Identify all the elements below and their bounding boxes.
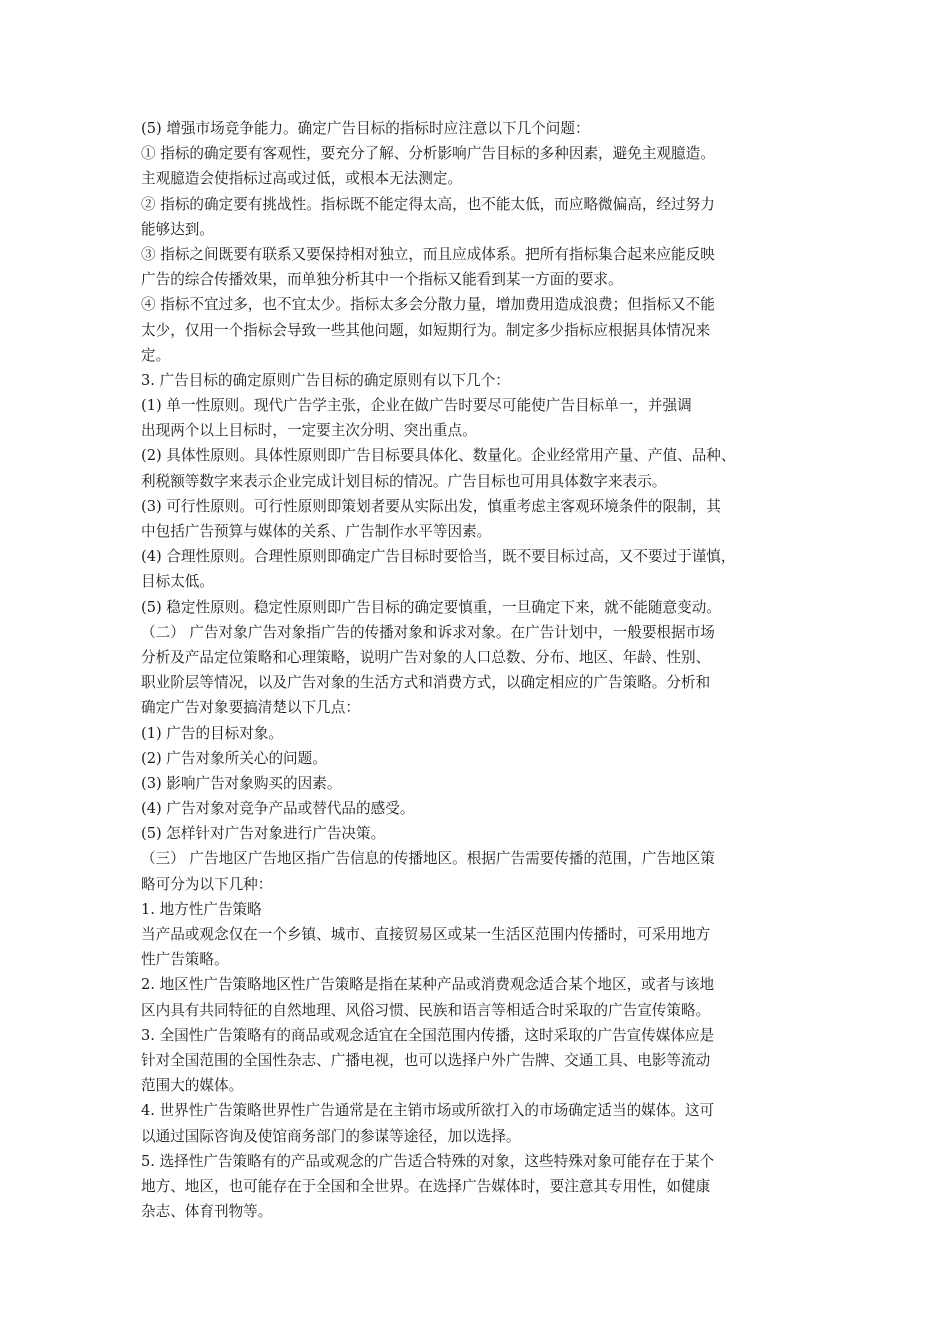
paragraph [141,922,831,972]
paragraph [141,368,831,393]
text-line: 性广告策略。 [141,951,229,969]
text-line: 利税额等数字来表示企业完成计划目标的情况。广告目标也可用具体数字来表示。 [141,472,667,490]
paragraph [141,620,831,721]
paragraph [141,846,831,896]
paragraph [141,292,831,368]
text-line: (5) 增强市场竞争能力。确定广告目标的指标时应注意以下几个问题： [141,120,590,137]
text-line: (3) 影响广告对象购买的因素。 [141,774,342,792]
text-line: 目标太低。 [141,573,214,591]
paragraph [141,821,831,846]
paragraph [141,721,831,746]
text-line: ④ 指标不宜过多，也不宜太少。指标太多会分散力量，增加费用造成浪费；但指标又不能 [141,296,715,314]
text-line: 定。 [141,346,171,364]
text-line: (2) 广告对象所关心的问题。 [141,749,327,767]
text-line: 能够达到。 [141,220,214,238]
paragraph [141,192,831,242]
paragraph [141,972,831,1022]
text-line: 当产品或观念仅在一个乡镇、城市、直接贸易区或某一生活区范围内传播时，可采用地方 [141,926,711,943]
text-line: 区内具有共同特征的自然地理、风俗习惯、民族和语言等相适合时采取的广告宣传策略。 [141,1001,711,1019]
text-line: 分析及产品定位策略和心理策略，说明广告对象的人口总数、分布、地区、年龄、性别、 [141,648,711,666]
paragraph [141,595,831,620]
document-body [141,116,831,1224]
paragraph [141,771,831,796]
text-line: (5) 稳定性原则。稳定性原则即广告目标的确定要慎重，一旦确定下来，就不能随意变动。 [141,598,721,616]
text-line: （二） 广告对象广告对象指广告的传播对象和诉求对象。在广告计划中，一般要根据市场 [141,623,715,641]
text-line: ② 指标的确定要有挑战性。指标既不能定得太高，也不能太低，而应略微偏高，经过努力 [141,195,715,213]
paragraph [141,1149,831,1225]
text-line: (3) 可行性原则。可行性原则即策划者要从实际出发，慎重考虑主客观环境条件的限制，其 [141,497,721,515]
text-line: (1) 广告的目标对象。 [141,724,284,742]
paragraph [141,116,831,141]
text-line: 出现两个以上目标时，一定要主次分明、突出重点。 [141,422,477,440]
paragraph [141,796,831,821]
paragraph [141,544,831,594]
text-line: （三） 广告地区广告地区指广告信息的传播地区。根据广告需要传播的范围，广告地区策 [141,850,715,868]
paragraph [141,141,831,191]
text-line: 略可分为以下几种： [141,875,273,893]
text-line: 杂志、体育刊物等。 [141,1203,273,1221]
text-line: 2. 地区性广告策略地区性广告策略是指在某种产品或消费观念适合某个地区，或者与该地 [141,976,715,994]
text-line: 地方、地区，也可能存在于全国和全世界。在选择广告媒体时，要注意其专用性，如健康 [141,1177,711,1195]
text-line: 4. 世界性广告策略世界性广告通常是在主销市场或所欲打入的市场确定适当的媒体。这可 [141,1102,715,1120]
text-line: 主观臆造会使指标过高或过低，或根本无法测定。 [141,170,463,188]
text-line: (4) 合理性原则。合理性原则即确定广告目标时要恰当，既不要目标过高，又不要过于谨慎， [141,548,736,566]
text-line: 广告的综合传播效果，而单独分析其中一个指标又能看到某一方面的要求。 [141,271,623,289]
text-line: 3. 广告目标的确定原则广告目标的确定原则有以下几个： [141,371,510,389]
text-line: 3. 全国性广告策略有的商品或观念适宜在全国范围内传播，这时采取的广告宣传媒体应是 [141,1026,715,1044]
text-line: 太少，仅用一个指标会导致一些其他问题，如短期行为。制定多少指标应根据具体情况来 [141,321,711,339]
paragraph [141,1023,831,1099]
text-line: 中包括广告预算与媒体的关系、广告制作水平等因素。 [141,523,492,540]
paragraph [141,897,831,922]
paragraph [141,393,831,443]
text-line: 5. 选择性广告策略有的产品或观念的广告适合特殊的对象，这些特殊对象可能存在于某个 [141,1152,715,1170]
text-line: ③ 指标之间既要有联系又要保持相对独立，而且应成体系。把所有指标集合起来应能反映 [141,245,715,263]
paragraph [141,746,831,771]
text-line: (4) 广告对象对竞争产品或替代品的感受。 [141,800,415,818]
text-line: (1) 单一性原则。现代广告学主张，企业在做广告时要尽可能使广告目标单一，并强调 [141,397,692,415]
paragraph [141,494,831,544]
text-line: (5) 怎样针对广告对象进行广告决策。 [141,825,386,843]
text-line: 确定广告对象要搞清楚以下几点： [141,699,360,717]
paragraph [141,1098,831,1148]
text-line: ① 指标的确定要有客观性，要充分了解、分析影响广告目标的多种因素，避免主观臆造。 [141,145,715,163]
text-line: 1. 地方性广告策略 [141,900,262,918]
text-line: 范围大的媒体。 [141,1077,244,1095]
text-line: (2) 具体性原则。具体性原则即广告目标要具体化、数量化。企业经常用产量、产值、品种、 [141,447,736,465]
paragraph [141,443,831,493]
text-line: 针对全国范围的全国性杂志、广播电视，也可以选择户外广告牌、交通工具、电影等流动 [141,1051,711,1069]
paragraph [141,242,831,292]
text-line: 以通过国际咨询及使馆商务部门的参谋等途径，加以选择。 [141,1127,521,1145]
text-line: 职业阶层等情况，以及广告对象的生活方式和消费方式，以确定相应的广告策略。分析和 [141,674,711,692]
